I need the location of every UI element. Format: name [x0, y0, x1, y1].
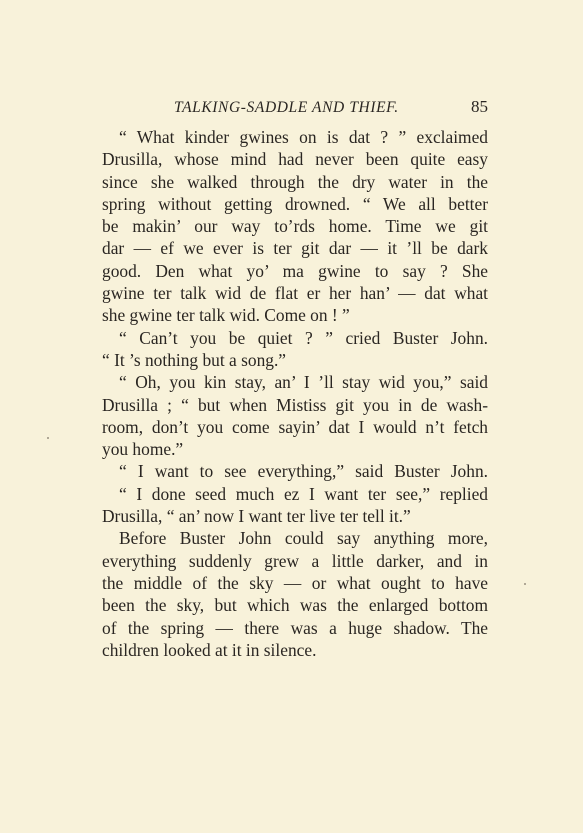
text-line: gwine ter talk wid de flat er her han’ — dat what [102, 283, 488, 304]
running-head: TALKING-SADDLE AND THIEF. [174, 99, 399, 116]
text-line: be makin’ our way to’rds home. Time we git [102, 216, 488, 237]
body-text [102, 126, 488, 661]
text-line: the middle of the sky — or what ought to have [102, 572, 488, 593]
text-line: you home.” [102, 439, 184, 460]
text-line: “ Can’t you be quiet ? ” cried Buster John. [119, 327, 488, 348]
text-line: “ I want to see everything,” said Buster John. [119, 461, 488, 482]
text-line: dar — ef we ever is ter git dar — it ’ll be dark [102, 238, 488, 259]
paper-speck [47, 437, 49, 439]
text-line: “ Oh, you kin stay, an’ I ’ll stay wid you,” said [119, 372, 488, 393]
paper-speck [524, 583, 526, 585]
text-line: spring without getting drowned. “ We all better [102, 193, 488, 214]
text-line: Drusilla, whose mind had never been quite easy [102, 149, 488, 170]
text-line: Drusilla ; “ but when Mistiss git you in de wash- [102, 394, 488, 415]
text-line: of the spring — there was a huge shadow. The [102, 617, 488, 638]
text-line: since she walked through the dry water in the [102, 171, 488, 192]
page-header [102, 97, 488, 121]
text-line: Drusilla, “ an’ now I want ter live ter tell it.” [102, 506, 411, 527]
text-line: been the sky, but which was the enlarged bottom [102, 595, 488, 616]
text-line: everything suddenly grew a little darker, and in [102, 550, 488, 571]
text-line: room, don’t you come sayin’ dat I would n’t fetch [102, 416, 488, 437]
text-line: “ It ’s nothing but a song.” [102, 349, 287, 370]
text-line: good. Den what yo’ ma gwine to say ? She [102, 260, 488, 281]
text-line: “ What kinder gwines on is dat ? ” exclaimed [119, 127, 488, 147]
text-line: she gwine ter talk wid. Come on ! ” [102, 305, 350, 326]
text-line: “ I done seed much ez I want ter see,” replied [119, 483, 488, 504]
page-number: 85 [471, 97, 488, 116]
text-line: children looked at it in silence. [102, 639, 317, 660]
text-line: Before Buster John could say anything more, [119, 528, 488, 549]
